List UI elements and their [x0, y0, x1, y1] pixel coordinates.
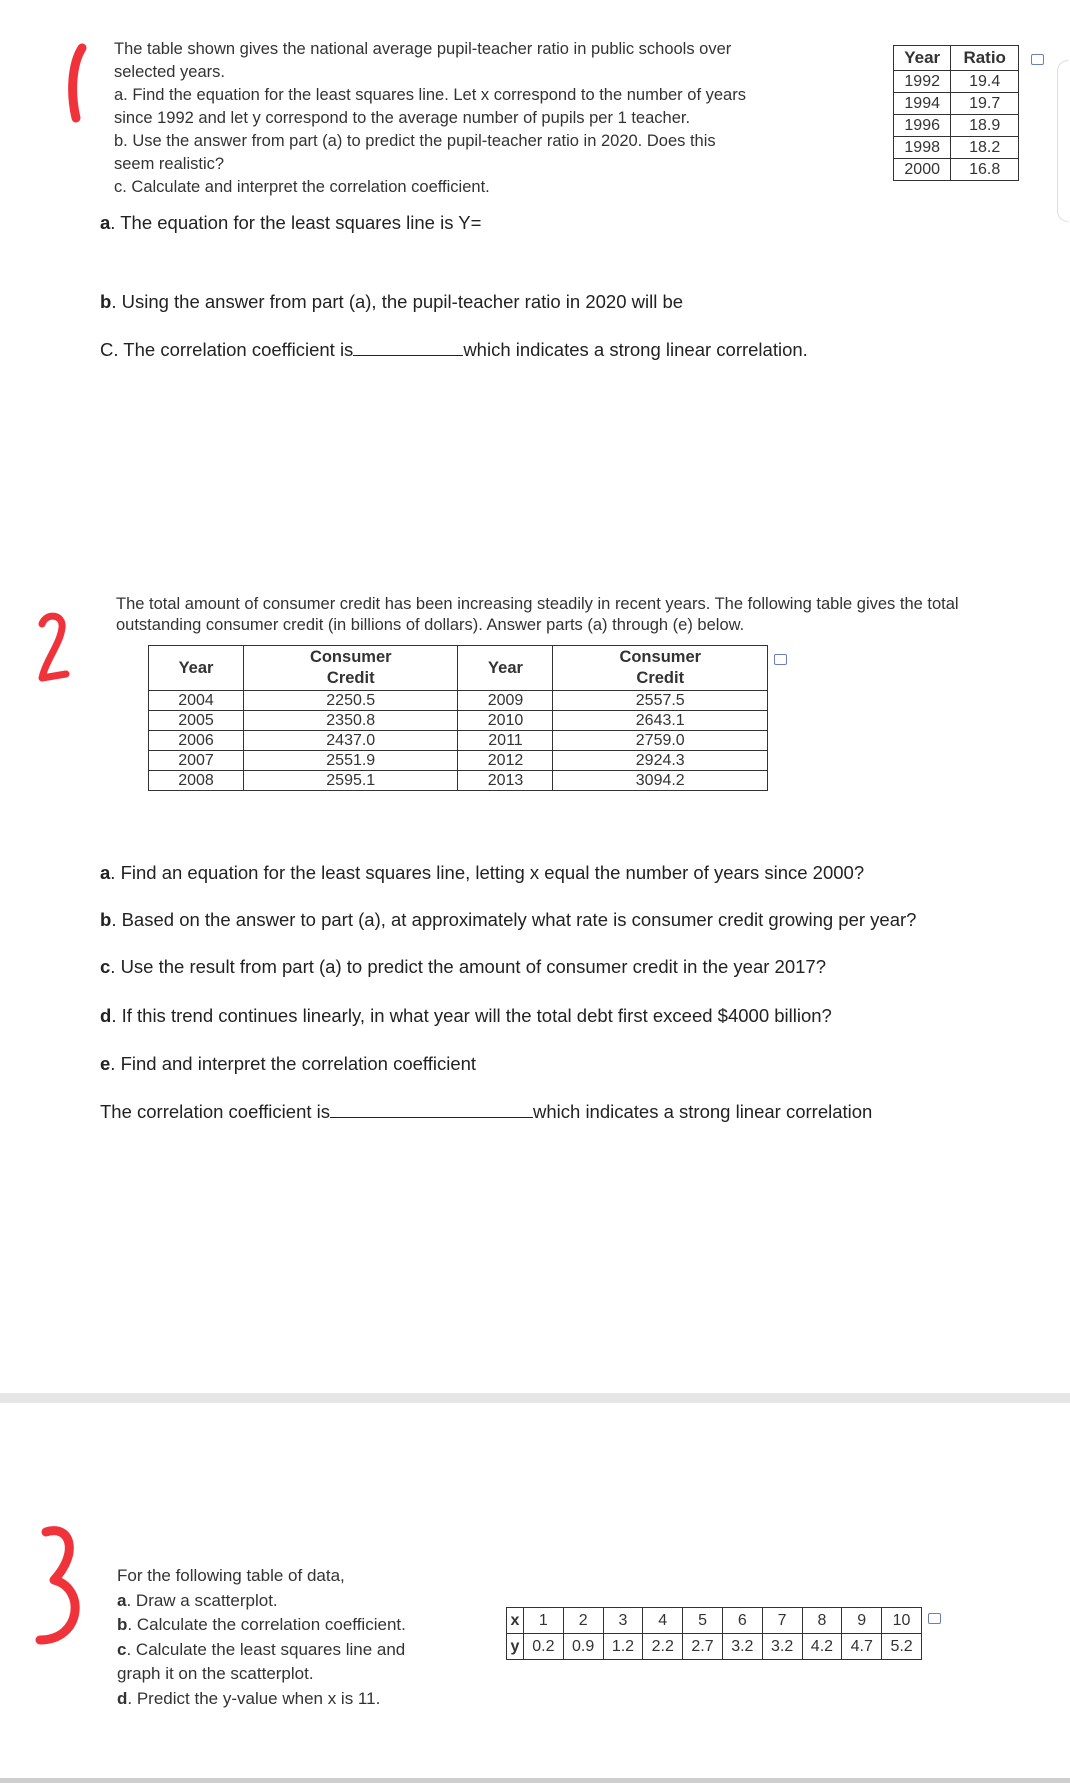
question-b: b. Based on the answer to part (a), at approximately what rate is consumer credit growing per year?: [100, 909, 917, 930]
table-cell: 4.2: [802, 1634, 842, 1660]
problem-1-text: [114, 38, 854, 199]
table-header: Year: [894, 46, 951, 71]
table-cell: 8: [802, 1608, 842, 1634]
table-cell: 2759.0: [553, 731, 768, 751]
table-row: [894, 159, 1019, 181]
table-cell: 2250.5: [244, 691, 458, 711]
table-cell: 1: [523, 1608, 563, 1634]
handwritten-number-3: [30, 1522, 88, 1652]
text-line: The table shown gives the national average pupil-teacher ratio in public schools over: [114, 40, 732, 58]
table-row: [894, 115, 1019, 137]
question-d: d. If this trend continues linearly, in what year will the total debt first exceed $4000 billion?: [100, 1005, 832, 1026]
table-row: [894, 93, 1019, 115]
text-line: For the following table of data,: [117, 1566, 345, 1585]
table-cell: 2008: [149, 771, 244, 791]
answer-c: C. The correlation coefficient is which indicates a strong linear correlation.: [100, 339, 808, 360]
table-cell: 2595.1: [244, 771, 458, 791]
ratio-table: [893, 45, 1019, 181]
table-cell: y: [507, 1634, 524, 1660]
text-line: outstanding consumer credit (in billions of dollars). Answer parts (a) through (e) below.: [116, 616, 745, 634]
table-cell: 3.2: [762, 1634, 802, 1660]
table-cell: x: [507, 1608, 524, 1634]
table-cell: 2010: [458, 711, 553, 731]
answer-a: a. The equation for the least squares line is Y=: [100, 212, 482, 233]
table-row: [894, 137, 1019, 159]
table-cell: 2437.0: [244, 731, 458, 751]
table-cell: 18.9: [951, 115, 1019, 137]
table-row-y: [507, 1634, 922, 1660]
table-cell: 2350.8: [244, 711, 458, 731]
table-cell: 2.2: [643, 1634, 683, 1660]
table-cell: 1996: [894, 115, 951, 137]
question-e: e. Find and interpret the correlation coefficient: [100, 1053, 477, 1074]
table-cell: 2: [563, 1608, 603, 1634]
table-cell: 3094.2: [553, 771, 768, 791]
table-cell: 5: [683, 1608, 723, 1634]
text-line: c. Calculate and interpret the correlation coefficient.: [114, 178, 490, 196]
copy-table-icon[interactable]: [1031, 54, 1044, 65]
table-header: Consumer Credit: [244, 646, 458, 691]
problem-3-text: [117, 1564, 406, 1711]
table-cell: 2924.3: [553, 751, 768, 771]
table-row: [894, 71, 1019, 93]
table-cell: 7: [762, 1608, 802, 1634]
table-header: Consumer Credit: [553, 646, 768, 691]
problem-2-text: [116, 594, 1061, 636]
scroll-edge-arc: [1057, 60, 1068, 222]
table-cell: 2013: [458, 771, 553, 791]
text-line: a. Draw a scatterplot.: [117, 1590, 278, 1610]
table-cell: 2551.9: [244, 751, 458, 771]
table-cell: 1998: [894, 137, 951, 159]
table-cell: 3.2: [722, 1634, 762, 1660]
table-cell: 0.2: [523, 1634, 563, 1660]
table-header: Year: [458, 646, 553, 691]
text-line: The total amount of consumer credit has been increasing steadily in recent years. The following table gives the total: [116, 595, 959, 613]
answer-b: b. Using the answer from part (a), the pupil-teacher ratio in 2020 will be: [100, 291, 684, 312]
correlation-answer: The correlation coefficient is which indicates a strong linear correlation: [100, 1101, 873, 1122]
table-header: Year: [149, 646, 244, 691]
table-cell: 2643.1: [553, 711, 768, 731]
text-line: since 1992 and let y correspond to the average number of pupils per 1 teacher.: [114, 109, 691, 127]
table-cell: 2.7: [683, 1634, 723, 1660]
text-line: a. Find the equation for the least squares line. Let x correspond to the number of years: [114, 86, 746, 104]
section-separator: [0, 1393, 1070, 1403]
consumer-credit-table: [148, 645, 768, 791]
table-cell: 9: [842, 1608, 882, 1634]
table-cell: 16.8: [951, 159, 1019, 181]
table-row: [149, 751, 768, 771]
table-cell: 2011: [458, 731, 553, 751]
table-row: [149, 771, 768, 791]
table-row-x: [507, 1608, 922, 1634]
question-c: c. Use the result from part (a) to predict the amount of consumer credit in the year 2017?: [100, 956, 826, 977]
table-cell: 10: [882, 1608, 922, 1634]
question-a: a. Find an equation for the least squares line, letting x equal the number of years since 2000?: [100, 862, 865, 883]
xy-data-table: [506, 1607, 922, 1660]
table-cell: 2012: [458, 751, 553, 771]
table-cell: 3: [603, 1608, 643, 1634]
text-line: b. Calculate the correlation coefficient.: [117, 1615, 406, 1634]
answer-blank[interactable]: [353, 354, 463, 356]
text-line: graph it on the scatterplot.: [117, 1664, 314, 1683]
table-cell: 19.4: [951, 71, 1019, 93]
table-cell: 2009: [458, 691, 553, 711]
table-cell: 1.2: [603, 1634, 643, 1660]
handwritten-number-1: [62, 42, 92, 124]
table-cell: 5.2: [882, 1634, 922, 1660]
table-header: Ratio: [951, 46, 1019, 71]
bottom-border: [0, 1778, 1070, 1783]
table-cell: 18.2: [951, 137, 1019, 159]
table-cell: 4.7: [842, 1634, 882, 1660]
table-cell: 2004: [149, 691, 244, 711]
table-row: [149, 691, 768, 711]
copy-table-icon[interactable]: [928, 1613, 941, 1624]
table-row: [149, 711, 768, 731]
copy-table-icon[interactable]: [774, 654, 787, 665]
table-cell: 0.9: [563, 1634, 603, 1660]
table-cell: 2005: [149, 711, 244, 731]
text-line: b. Use the answer from part (a) to predict the pupil-teacher ratio in 2020. Does this: [114, 132, 716, 150]
table-cell: 2007: [149, 751, 244, 771]
handwritten-number-2: [36, 610, 70, 686]
text-line: d. Predict the y-value when x is 11.: [117, 1688, 381, 1708]
table-row: [149, 731, 768, 751]
table-cell: 19.7: [951, 93, 1019, 115]
table-cell: 4: [643, 1608, 683, 1634]
text-line: seem realistic?: [114, 155, 225, 173]
table-cell: 1992: [894, 71, 951, 93]
table-cell: 1994: [894, 93, 951, 115]
table-cell: 2006: [149, 731, 244, 751]
table-cell: 2000: [894, 159, 951, 181]
table-cell: 2557.5: [553, 691, 768, 711]
answer-blank[interactable]: [330, 1116, 533, 1118]
table-cell: 6: [722, 1608, 762, 1634]
text-line: c. Calculate the least squares line and: [117, 1639, 406, 1659]
text-line: selected years.: [114, 63, 225, 81]
